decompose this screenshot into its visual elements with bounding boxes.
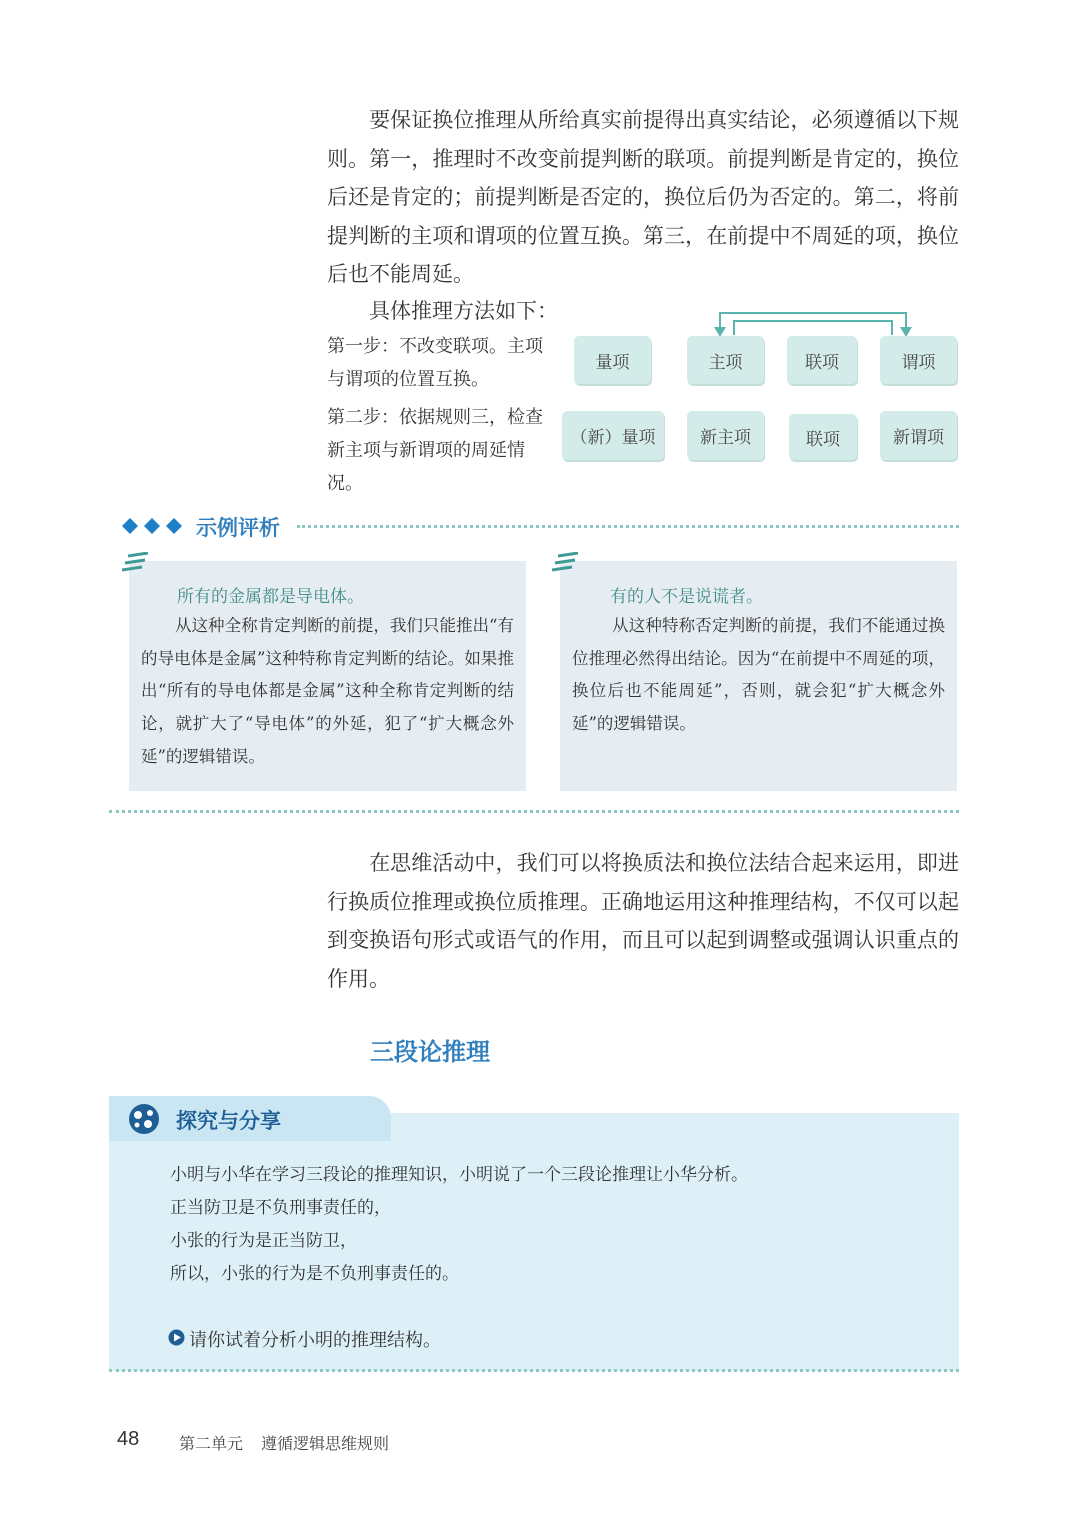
example-right-text: 从这种特称否定判断的前提，我们不能通过换位推理必然得出结论。因为“在前提中不周延的项，换位后也不能周延”，否则，就会犯“扩大概念外延”的逻辑错误。 xyxy=(572,616,945,734)
page-number: 48 xyxy=(117,1428,140,1450)
example-left-text: 从这种全称肯定判断的前提，我们只能推出“有的导电体是金属”这种特称肯定判断的结论。如果推出“所有的导电体都是金属”这种全称肯定判断的结论，就扩大了“导电体”的外延，犯了“扩大概念外延”的逻辑错误。 xyxy=(141,616,514,766)
stripe-icon xyxy=(550,552,580,576)
explore-line: 小明与小华在学习三段论的推理知识，小明说了一个三段论推理让小华分析。 xyxy=(170,1165,748,1185)
footer-unit-title: 遵循逻辑思维规则 xyxy=(261,1434,390,1453)
explore-icon xyxy=(125,1102,163,1136)
explore-title: 探究与分享 xyxy=(176,1109,281,1133)
example-section-title: 示例评析 xyxy=(196,516,280,540)
box-predicate: 谓项 xyxy=(880,336,957,384)
intro-paragraph: 要保证换位推理从所给真实前提得出真实结论，必须遵循以下规则。第一，推理时不改变前提判断的联项。前提判断是肯定的，换位后还是肯定的；前提判断是否定的，换位后仍为否定的。第二，将前提判断的主项和谓项的位置互换。第三，在前提中不周延的项，换位后也不能周延。 xyxy=(327,108,959,286)
footer-unit: 第二单元 xyxy=(179,1434,244,1453)
box-new-predicate: 新谓项 xyxy=(880,411,957,460)
box-quantifier: 量项 xyxy=(574,336,651,384)
syllogism-heading: 三段论推理 xyxy=(370,1038,490,1066)
explore-question: 请你试着分析小明的推理结构。 xyxy=(189,1330,441,1351)
swap-arrow-icon xyxy=(700,305,940,340)
method-title: 具体推理方法如下： xyxy=(369,299,558,323)
box-copula: 联项 xyxy=(787,336,857,384)
explore-line: 正当防卫是不负刑事责任的， xyxy=(170,1198,391,1218)
example-right-title: 有的人不是说谎者。 xyxy=(610,587,763,607)
diamonds-icon xyxy=(121,516,185,536)
example-left-title: 所有的金属都是导电体。 xyxy=(177,587,364,607)
box-new-subject: 新主项 xyxy=(687,411,764,460)
stripe-icon xyxy=(120,552,150,576)
dotted-divider xyxy=(297,525,959,528)
explore-line: 所以，小张的行为是不负刑事责任的。 xyxy=(170,1264,459,1284)
play-bullet-icon xyxy=(168,1329,185,1346)
example-card-right xyxy=(560,561,957,791)
dotted-divider xyxy=(109,810,959,813)
example-card-left xyxy=(129,561,526,791)
conversion-paragraph: 在思维活动中，我们可以将换质法和换位法结合起来运用，即进行换质位推理或换位质推理。正确地运用这种推理结构，不仅可以起到变换语句形式或语气的作用，而且可以起到调整或强调认识重点的作用。 xyxy=(327,851,959,991)
dotted-divider xyxy=(109,1369,959,1372)
box-subject: 主项 xyxy=(687,336,764,384)
box-new-quantifier: （新）量项 xyxy=(562,411,664,460)
step-two-text: 第二步：依据规则三，检查新主项与新谓项的周延情况。 xyxy=(327,407,543,494)
box-new-copula: 联项 xyxy=(789,414,857,460)
step-one-text: 第一步：不改变联项。主项与谓项的位置互换。 xyxy=(327,336,543,390)
explore-line: 小张的行为是正当防卫， xyxy=(170,1231,357,1251)
